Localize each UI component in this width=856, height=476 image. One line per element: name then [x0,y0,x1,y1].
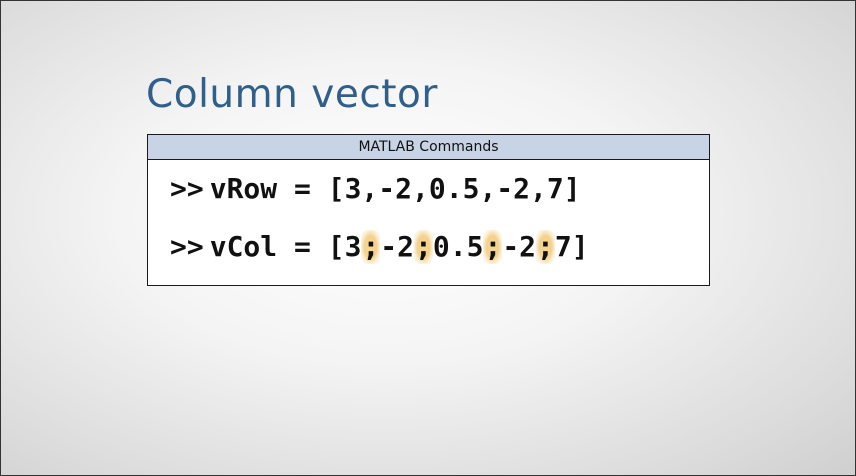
col-value: 3 [344,230,362,263]
column-vector-command [170,230,709,288]
row-command-text: vRow = [3,-2,0.5,-2,7] [209,172,581,205]
highlighted-semicolon: ; [415,230,432,263]
col-value: -2 [380,230,415,263]
col-value: -2 [502,230,537,263]
command-prompt: >> [170,172,204,205]
highlighted-semicolon: ; [362,230,380,263]
slide-title: Column vector [146,72,438,117]
col-value: 7 [554,230,572,263]
matlab-commands-header: MATLAB Commands [148,135,709,160]
row-vector-command [170,172,709,230]
highlighted-semicolon: ; [537,230,554,263]
command-prompt: >> [170,230,204,263]
col-command-start: vCol = [ [209,230,345,263]
col-value: 0.5 [432,230,484,263]
matlab-commands-box [147,134,710,286]
highlighted-semicolon: ; [484,230,502,263]
command-lines [148,160,709,288]
col-command-end: ] [571,230,589,263]
